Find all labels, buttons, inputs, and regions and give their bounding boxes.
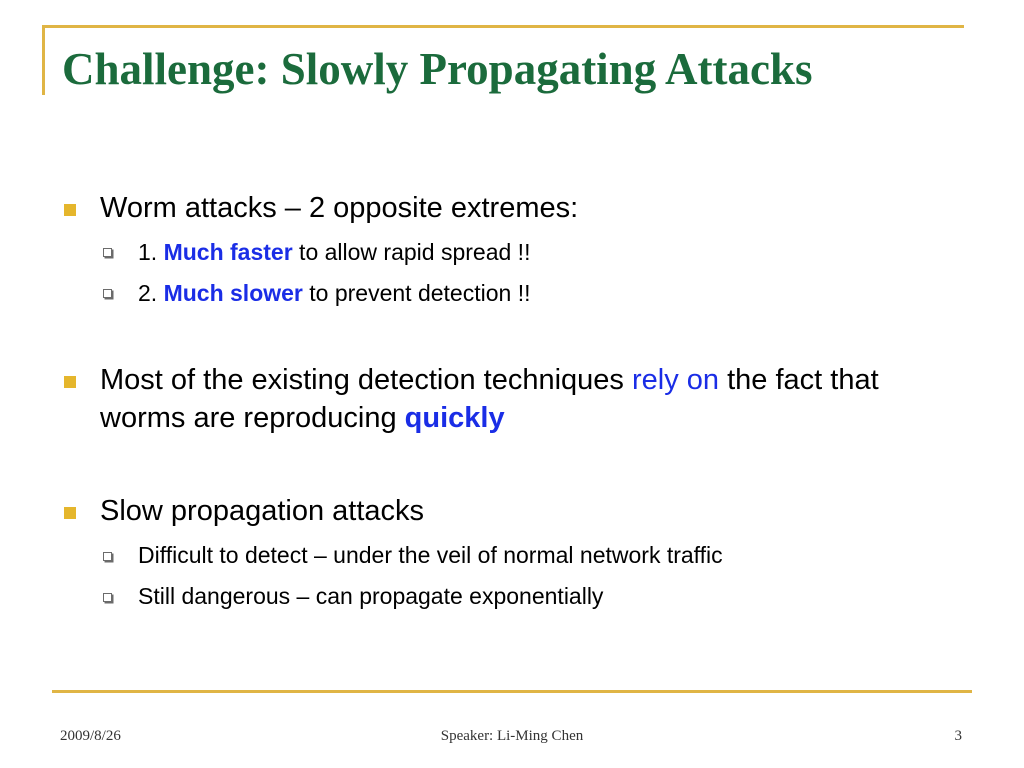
subitem-still-dangerous: Still dangerous – can propagate exponentially bbox=[138, 583, 604, 609]
emphasis-much-faster: Much faster bbox=[163, 239, 293, 265]
footer-page-number: 3 bbox=[954, 728, 962, 744]
bullet-text-start: Most of the existing detection techniques bbox=[100, 364, 632, 396]
sub-bullet-marker bbox=[103, 593, 112, 602]
subitem-much-slower bbox=[138, 277, 968, 309]
footer-rule bbox=[52, 690, 972, 693]
sub-bullet-marker bbox=[103, 248, 112, 257]
subitem-prefix: 1. bbox=[138, 239, 164, 265]
subitem-suffix: to allow rapid spread !! bbox=[292, 239, 531, 265]
slide-title: Challenge: Slowly Propagating Attacks bbox=[62, 44, 813, 94]
emphasis-quickly: quickly bbox=[404, 402, 505, 434]
bullet-marker bbox=[64, 376, 76, 388]
sub-bullet-marker bbox=[103, 552, 112, 561]
bullet-marker bbox=[64, 204, 76, 216]
sub-bullet-marker bbox=[103, 289, 112, 298]
subitem-prefix: 2. bbox=[138, 280, 164, 306]
bullet-marker bbox=[64, 507, 76, 519]
subitem-suffix: to prevent detection !! bbox=[302, 280, 531, 306]
highlight-rely-on: rely on bbox=[631, 364, 720, 396]
subitem-difficult-to-detect: Difficult to detect – under the veil of normal network traffic bbox=[138, 542, 723, 568]
bullet-slow-propagation: Slow propagation attacks bbox=[100, 495, 425, 527]
emphasis-much-slower: Much slower bbox=[163, 280, 303, 306]
subitem-much-faster bbox=[138, 236, 968, 268]
bullet-text-middle: the fact that worms are reproducing bbox=[100, 364, 879, 434]
bullet-detection-techniques bbox=[100, 361, 970, 437]
footer-date: 2009/8/26 bbox=[60, 728, 121, 744]
bullet-worm-attacks: Worm attacks – 2 opposite extremes: bbox=[100, 192, 579, 224]
footer-speaker: Speaker: Li-Ming Chen bbox=[440, 728, 584, 744]
